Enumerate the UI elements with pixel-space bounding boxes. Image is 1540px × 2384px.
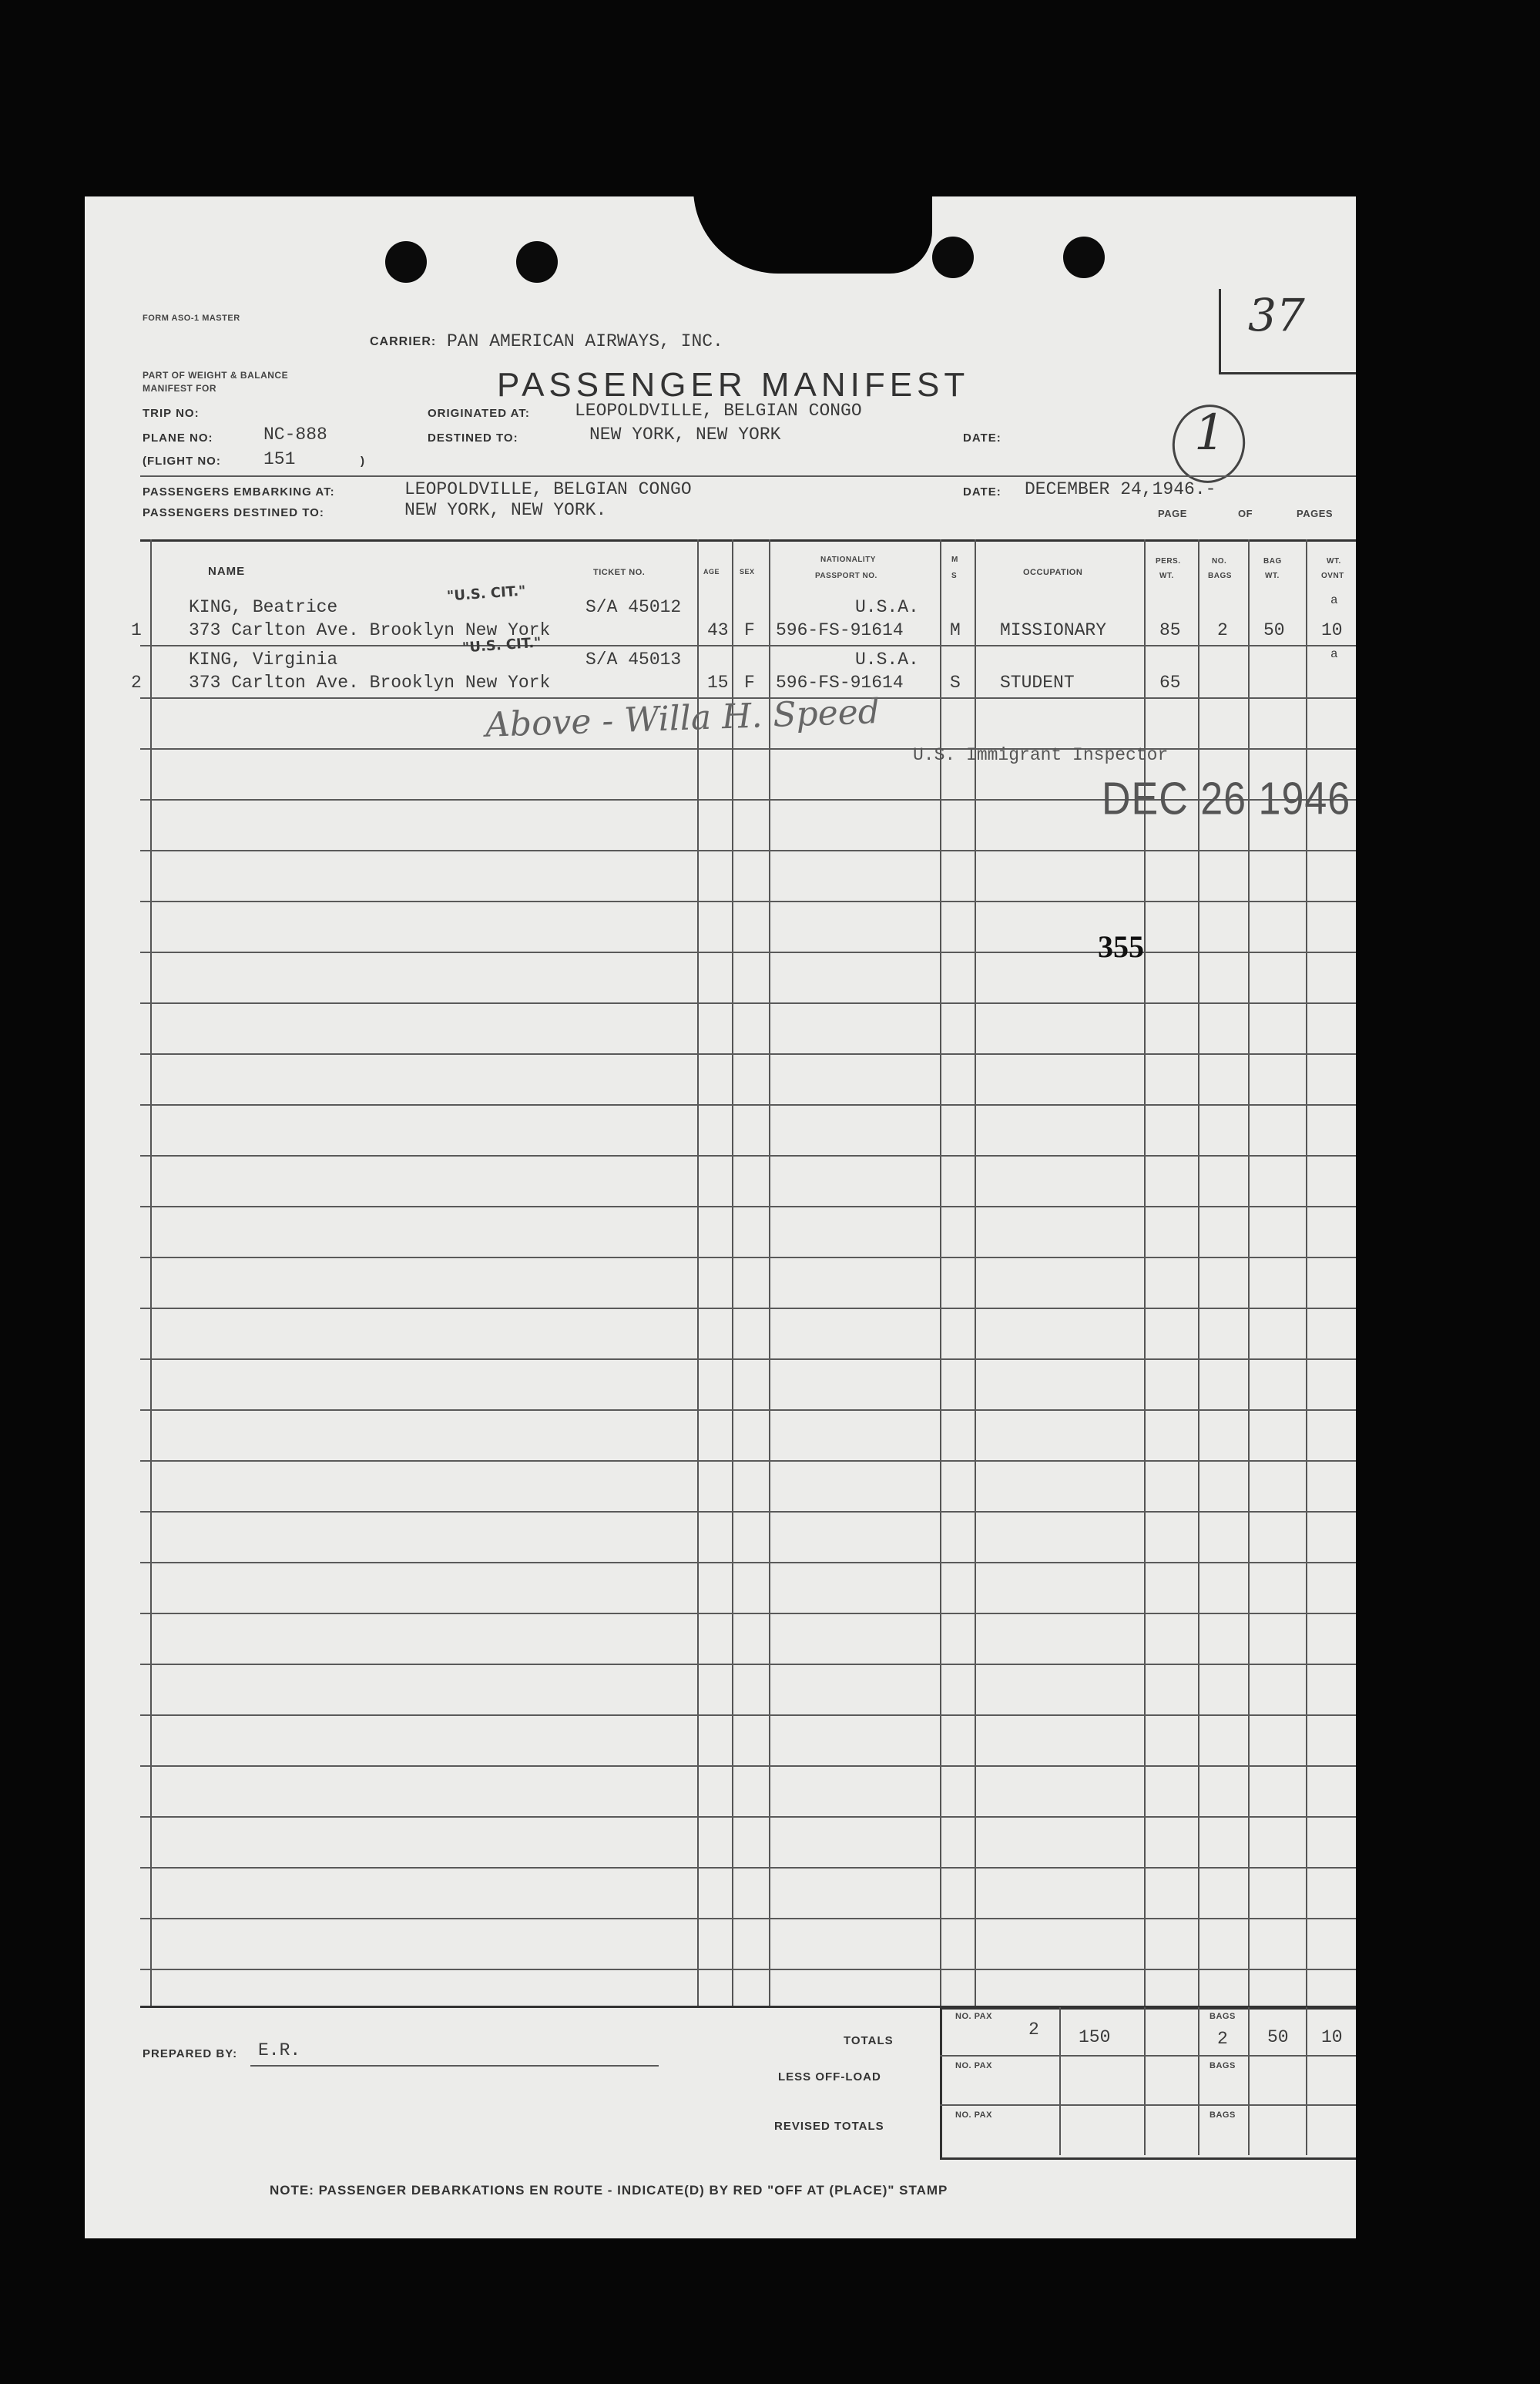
plane-value: NC-888 <box>263 425 327 445</box>
row-rule <box>140 1511 1356 1513</box>
col-ovnt: OVNT <box>1321 572 1344 580</box>
circled-number: 1 <box>1194 405 1226 462</box>
revised-totals-label: REVISED TOTALS <box>774 2120 884 2133</box>
column-rule <box>150 539 152 2007</box>
col-sex: SEX <box>740 568 755 576</box>
col-nationality: NATIONALITY <box>820 556 876 564</box>
flight-value: 151 <box>263 449 296 469</box>
punch-hole <box>1063 237 1105 278</box>
occupation: STUDENT <box>1000 673 1075 693</box>
torn-notch <box>693 196 932 274</box>
column-rule <box>697 539 699 2007</box>
flight-close: ) <box>361 455 365 468</box>
column-rule <box>1198 539 1199 2007</box>
passport-number: 596-FS-91614 <box>776 673 904 693</box>
row-rule <box>140 1460 1356 1462</box>
destined-label: DESTINED TO: <box>428 431 518 445</box>
flight-label: (FLIGHT NO: <box>143 455 221 468</box>
carrier-label: CARRIER: <box>370 335 437 348</box>
row-rule <box>140 1155 1356 1157</box>
destined2-label: PASSENGERS DESTINED TO: <box>143 506 324 519</box>
row-rule <box>140 1918 1356 1919</box>
punch-hole <box>516 241 558 283</box>
totals-rule <box>1198 2007 1199 2155</box>
row-rule <box>140 1613 1356 1614</box>
date2-value: DECEMBER 24,1946.- <box>1025 479 1216 499</box>
row-rule <box>140 952 1356 953</box>
total-weight: 150 <box>1079 2027 1111 2047</box>
destined-value: NEW YORK, NEW YORK <box>589 425 781 445</box>
pers-weight: 65 <box>1159 673 1181 693</box>
date-stamp: DEC 26 1946 <box>1102 773 1351 825</box>
sex: F <box>744 673 755 693</box>
col-pers: PERS. <box>1156 557 1181 566</box>
citizen-stamp: "U.S. CIT." <box>446 583 527 605</box>
col-wt: WT. <box>1327 557 1341 566</box>
date-label: DATE: <box>963 431 1002 445</box>
totals-rule <box>940 2055 1356 2057</box>
nationality: U.S.A. <box>855 597 919 617</box>
column-rule <box>1306 539 1307 2007</box>
ovnt-mark: a <box>1330 593 1338 607</box>
carrier-name: PAN AMERICAN AIRWAYS, INC. <box>447 331 723 351</box>
column-rule <box>769 539 770 2007</box>
divider <box>140 475 1356 477</box>
ovnt-weight: 10 <box>1321 620 1343 640</box>
col-bags: BAGS <box>1208 572 1232 580</box>
passport-number: 596-FS-91614 <box>776 620 904 640</box>
col-bag-wt: WT. <box>1265 572 1280 580</box>
bags-label: BAGS <box>1210 2012 1236 2021</box>
row-rule <box>140 1257 1356 1258</box>
total-bag-weight: 50 <box>1267 2027 1289 2047</box>
row-rule <box>140 1358 1356 1360</box>
marital-status: S <box>950 673 961 693</box>
col-passport: PASSPORT NO. <box>815 572 877 580</box>
col-ticket: TICKET NO. <box>593 568 646 577</box>
form-id: FORM ASO-1 MASTER <box>143 314 240 323</box>
col-name: NAME <box>208 565 246 578</box>
citizen-stamp: "U.S. CIT." <box>461 634 542 656</box>
ovnt-mark: a <box>1330 647 1338 661</box>
totals-rule <box>1248 2007 1250 2155</box>
of-label: OF <box>1238 508 1253 519</box>
row-rule <box>140 748 1356 750</box>
bag-weight: 50 <box>1263 620 1285 640</box>
embarking-value: LEOPOLDVILLE, BELGIAN CONGO <box>404 479 692 499</box>
footer-note: NOTE: PASSENGER DEBARKATIONS EN ROUTE - INDICATE(D) BY RED "OFF AT (PLACE)" STAMP <box>270 2183 948 2198</box>
embarking-label: PASSENGERS EMBARKING AT: <box>143 485 335 499</box>
no-pax-label: NO. PAX <box>955 2012 992 2021</box>
row-rule <box>140 1816 1356 1818</box>
originated-value: LEOPOLDVILLE, BELGIAN CONGO <box>575 401 862 421</box>
total-pax: 2 <box>1028 2020 1039 2040</box>
page-label: PAGE <box>1158 508 1187 519</box>
row-rule <box>140 1409 1356 1411</box>
trip-label: TRIP NO: <box>143 407 200 420</box>
age: 43 <box>707 620 729 640</box>
row-rule <box>140 1308 1356 1309</box>
row-rule <box>140 901 1356 902</box>
passenger-name: KING, Virginia <box>189 650 338 670</box>
less-offload-label: LESS OFF-LOAD <box>778 2070 881 2083</box>
row-rule <box>140 1867 1356 1869</box>
col-no: NO. <box>1212 557 1227 566</box>
total-bags: 2 <box>1217 2029 1228 2049</box>
row-rule <box>140 1562 1356 1563</box>
row-rule <box>140 1002 1356 1004</box>
manifest-for-label: MANIFEST FOR <box>143 383 216 394</box>
manifest-page <box>85 196 1356 2238</box>
no-pax-label: NO. PAX <box>955 2061 992 2070</box>
totals-box <box>940 2007 1356 2160</box>
originated-label: ORIGINATED AT: <box>428 407 530 420</box>
passenger-address: 373 Carlton Ave. Brooklyn New York <box>189 620 551 640</box>
stamp-number: 355 <box>1098 929 1144 964</box>
totals-label: TOTALS <box>844 2034 894 2047</box>
pages-label: PAGES <box>1297 508 1334 519</box>
row-rule <box>140 1765 1356 1767</box>
page-title: PASSENGER MANIFEST <box>497 366 970 404</box>
passenger-name: KING, Beatrice <box>189 597 338 617</box>
bags-label: BAGS <box>1210 2061 1236 2070</box>
prepared-by-value: E.R. <box>258 2040 301 2060</box>
plane-label: PLANE NO: <box>143 431 213 445</box>
table-top-border <box>140 539 1356 542</box>
bag-count: 2 <box>1217 620 1228 640</box>
part-of-label: PART OF WEIGHT & BALANCE <box>143 370 289 381</box>
col-ms-m: M <box>951 556 958 564</box>
inspector-signature: Above - Willa H. Speed <box>485 692 881 745</box>
destined2-value: NEW YORK, NEW YORK. <box>404 500 607 520</box>
row-rule <box>140 1969 1356 1970</box>
handwritten-page-number: 37 <box>1248 289 1305 341</box>
col-bag: BAG <box>1263 557 1282 566</box>
column-rule <box>1248 539 1250 2007</box>
row-rule <box>140 1714 1356 1716</box>
ticket-number: S/A 45013 <box>585 650 682 670</box>
nationality: U.S.A. <box>855 650 919 670</box>
row-rule <box>140 1053 1356 1055</box>
row-rule <box>140 1104 1356 1106</box>
date2-label: DATE: <box>963 485 1002 499</box>
col-pers-wt: WT. <box>1159 572 1174 580</box>
prepared-by-line <box>250 2065 659 2067</box>
row-number: 2 <box>131 673 142 693</box>
row-number: 1 <box>131 620 142 640</box>
row-rule <box>140 850 1356 851</box>
col-age: AGE <box>703 568 720 576</box>
bags-label: BAGS <box>1210 2110 1236 2120</box>
column-rule <box>732 539 733 2007</box>
total-ovnt: 10 <box>1321 2027 1343 2047</box>
inspector-title: U.S. Immigrant Inspector <box>913 745 1169 765</box>
occupation: MISSIONARY <box>1000 620 1107 640</box>
col-occupation: OCCUPATION <box>1023 568 1083 577</box>
age: 15 <box>707 673 729 693</box>
row-rule <box>140 1206 1356 1207</box>
row-rule <box>140 645 1356 646</box>
punch-hole <box>932 237 974 278</box>
sex: F <box>744 620 755 640</box>
ticket-number: S/A 45012 <box>585 597 682 617</box>
totals-rule <box>940 2104 1356 2106</box>
totals-rule <box>1144 2007 1146 2155</box>
prepared-by-label: PREPARED BY: <box>143 2047 238 2060</box>
marital-status: M <box>950 620 961 640</box>
totals-rule <box>1059 2007 1061 2155</box>
punch-hole <box>385 241 427 283</box>
totals-rule <box>1306 2007 1307 2155</box>
row-rule <box>140 1664 1356 1665</box>
pers-weight: 85 <box>1159 620 1181 640</box>
no-pax-label: NO. PAX <box>955 2110 992 2120</box>
passenger-address: 373 Carlton Ave. Brooklyn New York <box>189 673 551 693</box>
col-ms-s: S <box>951 572 958 580</box>
